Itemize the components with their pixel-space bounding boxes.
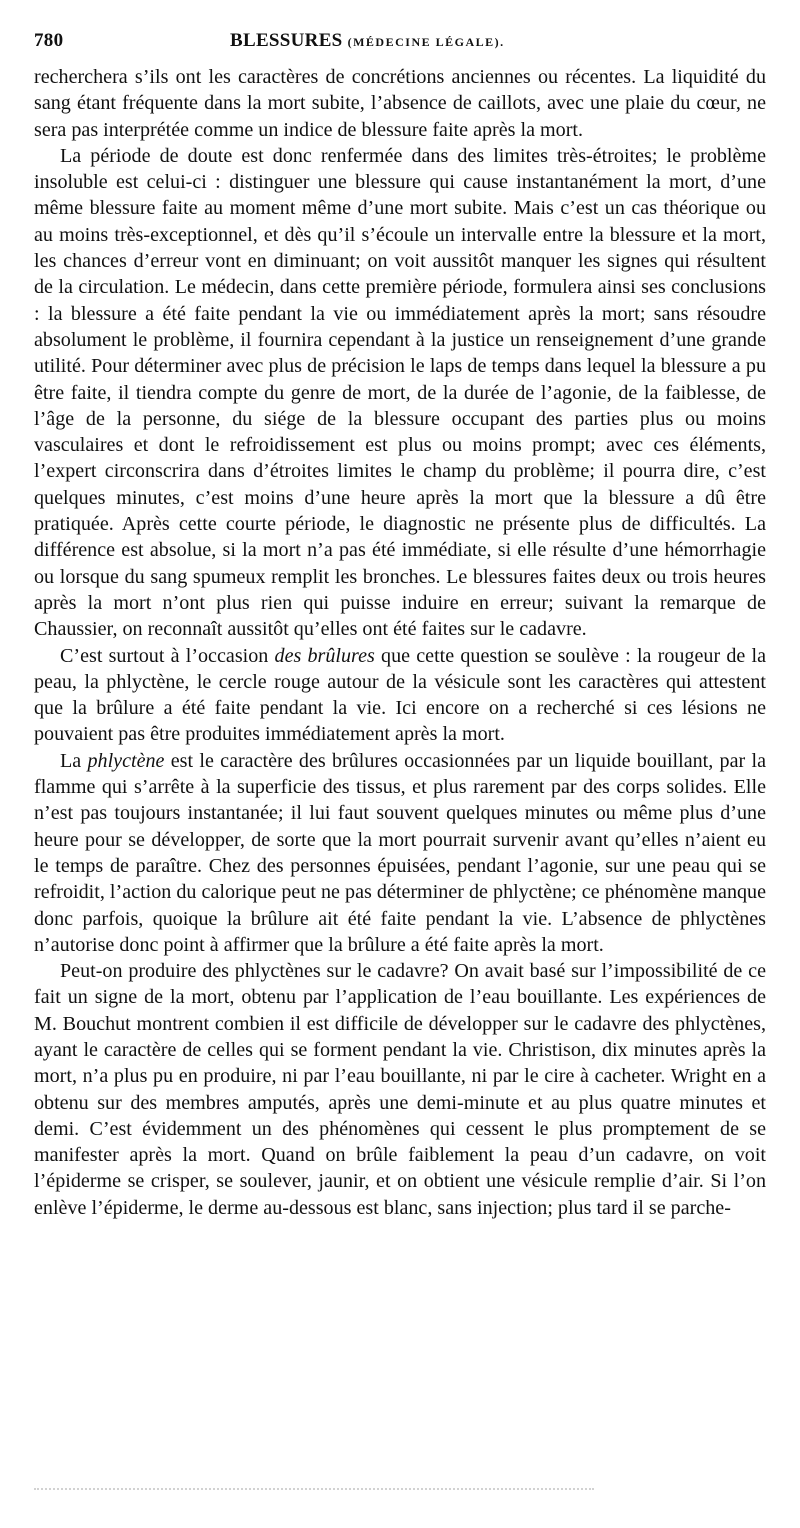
document-page: [34, 30, 766, 1221]
body-text: [34, 64, 766, 1221]
italic-term: phlyctène: [87, 749, 165, 772]
page-number: 780: [34, 30, 64, 51]
paragraph-text: que cette question se soulève : la rougeur de la peau, la phlyctène, le cercle rouge autour de la vésicule sont les caractères qui attestent que la brûlure a été faite pendant la vie. Ici encore on a recherché si ces lésions ne pouvaient pas être produites immédiatement après la mort.: [34, 644, 766, 746]
paragraph-text: est le caractère des brûlures occasionnées par un liquide bouillant, par la flamme qui s’arrête à la superficie des tissus, et plus rarement par des corps solides. Elle n’est pas toujours instantanée; il lui faut souvent quelques minutes ou même plus d’une heure pour se développer, de sorte que la mort pourrait survenir avant qu’elles n’aient eu le temps de paraître. Chez des personnes épuisées, pendant l’agonie, sur une peau qui se refroidit, l’action du calorique peut ne pas déterminer de phlyctène; ce phénomène manque donc parfois, quoique la brûlure ait été faite pendant la vie. L’absence de phlyctènes n’autorise donc point à affirmer que la brûlure a été faite après la mort.: [34, 749, 767, 956]
paragraph-text: C’est surtout à l’occasion: [60, 644, 275, 667]
running-head-subtitle: (MÉDECINE LÉGALE).: [347, 35, 505, 49]
paragraph: La période de doute est donc renfermée dans des limites très-étroites; le problème insoluble est celui-ci : distinguer une blessure qui cause instantanément la mort, d’une même blessure faite au moment même d’une mort subite. Mais c’est un cas théorique ou au moins très-exceptionnel, et dès qu’il s’écoule un intervalle entre la blessure et la mort, les chances d’erreur vont en diminuant; on voit aussitôt manquer les signes qui résultent de la circulation. Le médecin, dans cette première période, formulera ainsi ses conclusions : la blessure a été faite pendant la vie ou immédiatement après la mort; sans résoudre absolument le problème, il fournira cependant à la justice un renseignement d’une grande utilité. Pour déterminer avec plus de précision le laps de temps dans lequel la blessure a pu être faite, il tiendra compte du genre de mort, de la durée de l’agonie, de la faiblesse, de l’âge de la personne, du siége de la blessure occupant des parties plus ou moins vasculaires et dont le refroidissement est plus ou moins prompt; avec ces éléments, l’expert circonscrira dans d’étroites limites le champ du problème; il pourra dire, c’est quelques minutes, c’est moins d’une heure après la mort que la blessure a dû être pratiquée. Après cette courte période, le diagnostic ne présente plus de difficultés. La différence est absolue, si la mort n’a pas été immédiate, si elle résulte d’une hémorrhagie ou lorsque du sang spumeux remplit les bronches. Le blessures faites deux ou trois heures après la mort n’ont plus rien qui puisse induire en erreur; suivant la remarque de Chaussier, on reconnaît aussitôt qu’elles ont été faites sur le cadavre.: [34, 144, 766, 641]
paragraph: [34, 748, 766, 958]
italic-term: des brûlures: [274, 644, 375, 667]
page-header: [34, 30, 766, 60]
paragraph: Peut-on produire des phlyctènes sur le cadavre? On avait basé sur l’impossibilité de ce fait un signe de la mort, obtenu par l’application de l’eau bouillante. Les expériences de M. Bouchut montrent combien il est difficile de développer sur le cadavre des phlyctènes, ayant le caractère de celles qui se forment pendant la vie. Christison, dix minutes après la mort, n’a plus pu en produire, ni par l’eau bouillante, ni par le cire à cacheter. Wright en a obtenu sur des membres amputés, après une demi-minute et au plus quatre minutes et demi. C’est évidemment un des phénomènes qui cessent le plus promptement de se manifester après la mort. Quand on brûle faiblement la peau d’un cadavre, on voit l’épiderme se crisper, se soulever, jaunir, et on obtient une vésicule remplie d’air. Si l’on enlève l’épiderme, le derme au-dessous est blanc, sans injection; plus tard il se parche-: [34, 960, 766, 1219]
paragraph-continued: recherchera s’ils ont les caractères de concrétions anciennes ou récentes. La liquidité du sang étant fréquente dans la mort subite, l’absence de caillots, avec une plaie du cœur, ne sera pas interprétée comme un indice de blessure faite après la mort.: [34, 66, 766, 141]
paragraph-text: La: [60, 749, 88, 772]
running-head-title: BLESSURES: [230, 30, 343, 51]
scan-specks: [34, 1488, 594, 1496]
running-head: [230, 30, 505, 52]
paragraph: [34, 643, 766, 748]
